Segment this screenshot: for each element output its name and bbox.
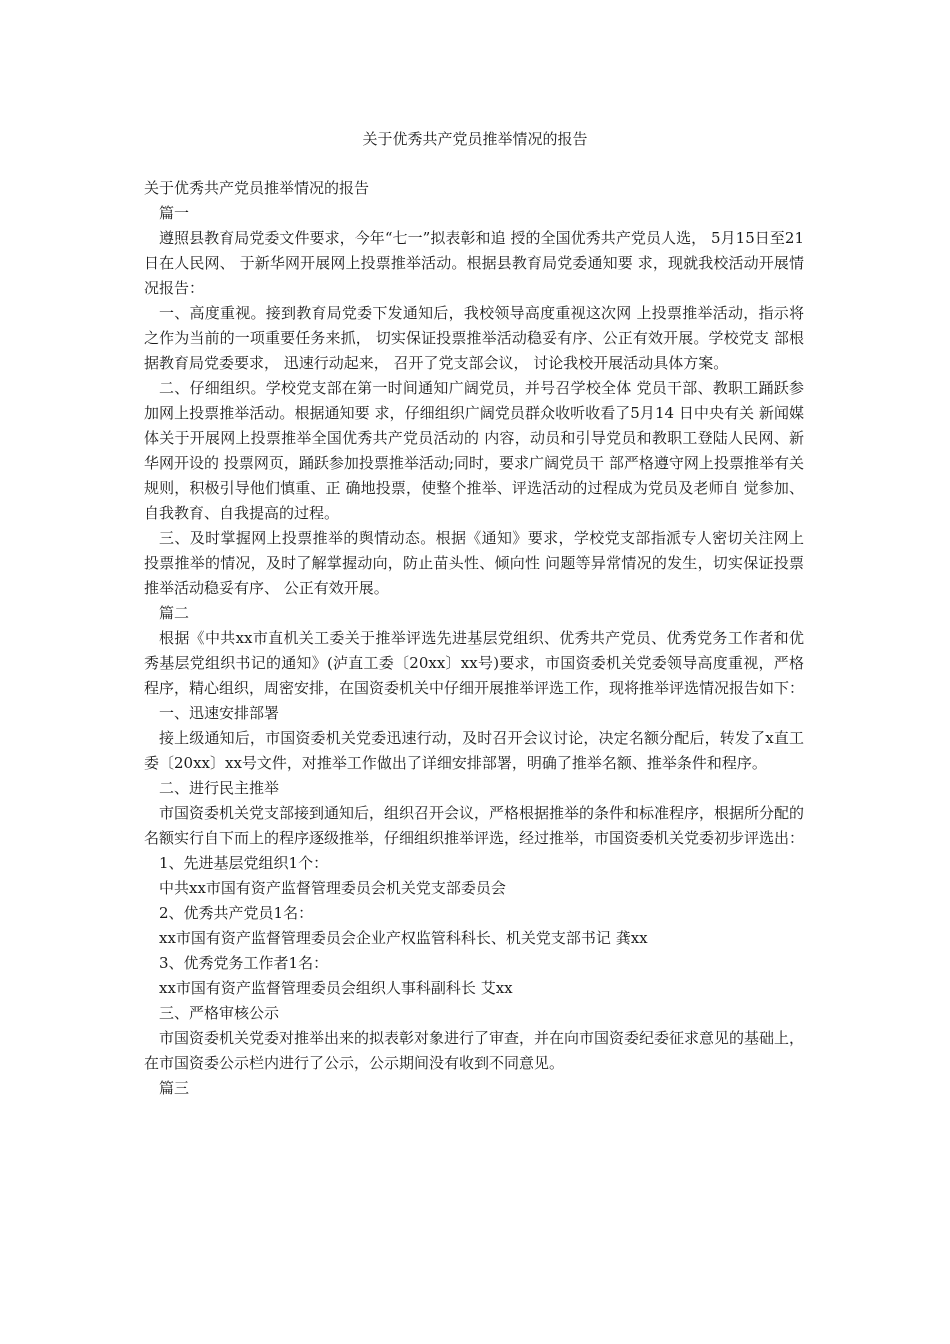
paragraph: 市国资委机关党支部接到通知后，组织召开会议，严格根据推举的条件和标准程序，根据所分配的名额实行自下而上的程序逐级推举，仔细组织推举评选，经过推举，市国资委机关党委初步评选出： bbox=[144, 804, 805, 847]
paragraph: 关于优秀共产党员推举情况的报告 bbox=[144, 179, 370, 197]
paragraph: 接上级通知后，市国资委机关党委迅速行动，及时召开会议讨论，决定名额分配后，转发了x直工委〔20xx〕xx号文件，对推举工作做出了详细安排部署，明确了推举名额、推举条件和程序。 bbox=[144, 729, 804, 772]
paragraph: 篇一 bbox=[159, 204, 190, 222]
paragraph: 中共xx市国有资产监督管理委员会机关党支部委员会 bbox=[159, 879, 506, 897]
paragraph: 篇三 bbox=[159, 1079, 190, 1097]
paragraph: 市国资委机关党委对推举出来的拟表彰对象进行了审查，并在向市国资委纪委征求意见的基础上，在市国资委公示栏内进行了公示，公示期间没有收到不同意见。 bbox=[144, 1029, 805, 1072]
paragraph: 3、优秀党务工作者1名： bbox=[159, 954, 329, 972]
paragraph: 二、仔细组织。学校党支部在第一时间通知广阔党员，并号召学校全体 党员干部、教职工踊跃参加网上投票推举活动。根据通知要 求，仔细组织广阔党员群众收听收看了5月14 日中央有关 新闻媒体关于开展网上投票推举全国优秀共产党员活动的 内容，动员和引导党员和教职工登陆人民网、新华网开设的 投票网页，踊跃参加投票推举活动;同时，要求广阔党员干 部严格遵守网上投票推举有关规则，积极引导他们慎重、正 确地投票，使整个推举、评选活动的过程成为党员及老师自 觉参加、自我教育、自我提高的过程。 bbox=[144, 379, 804, 522]
paragraph: 一、高度重视。接到教育局党委下发通知后，我校领导高度重视这次网 上投票推举活动，指示将之作为当前的一项重要任务来抓， 切实保证投票推举活动稳妥有序、公正有效开展。学校党支 部根据教育局党委要求， 迅速行动起来， 召开了党支部会议， 讨论我校开展活动具体方案。 bbox=[144, 304, 804, 372]
paragraph: 1、先进基层党组织1个： bbox=[159, 854, 329, 872]
paragraph: 一、迅速安排部署 bbox=[159, 704, 280, 722]
paragraph: 遵照县教育局党委文件要求，今年“七一”拟表彰和追 授的全国优秀共产党员人选， 5月15日至21日在人民网、 于新华网开展网上投票推举活动。根据县教育局党委通知要 求，现就我校活动开展情况报告： bbox=[144, 229, 804, 297]
paragraph: 根据《中共xx市直机关工委关于推举评选先进基层党组织、优秀共产党员、优秀党务工作者和优秀基层党组织书记的通知》(泸直工委〔20xx〕xx号)要求，市国资委机关党委领导高度重视，严格程序，精心组织，周密安排，在国资委机关中仔细开展推举评选工作，现将推举评选情况报告如下： bbox=[144, 629, 805, 697]
paragraph: 三、严格审核公示 bbox=[159, 1004, 280, 1022]
document-body bbox=[144, 176, 804, 1101]
paragraph: xx市国有资产监督管理委员会企业产权监管科科长、机关党支部书记 龚xx bbox=[159, 929, 648, 947]
paragraph: 三、及时掌握网上投票推举的舆情动态。根据《通知》要求，学校党支部指派专人密切关注网上 投票推举的情况，及时了解掌握动向，防止苗头性、倾向性 问题等异常情况的发生，切实保证投票推举活动稳妥有序、 公正有效开展。 bbox=[144, 529, 804, 597]
document-title: 关于优秀共产党员推举情况的报告 bbox=[362, 130, 588, 148]
paragraph: xx市国有资产监督管理委员会组织人事科副科长 艾xx bbox=[159, 979, 513, 997]
paragraph: 2、优秀共产党员1名： bbox=[159, 904, 314, 922]
paragraph: 篇二 bbox=[159, 604, 190, 622]
paragraph: 二、进行民主推举 bbox=[159, 779, 280, 797]
